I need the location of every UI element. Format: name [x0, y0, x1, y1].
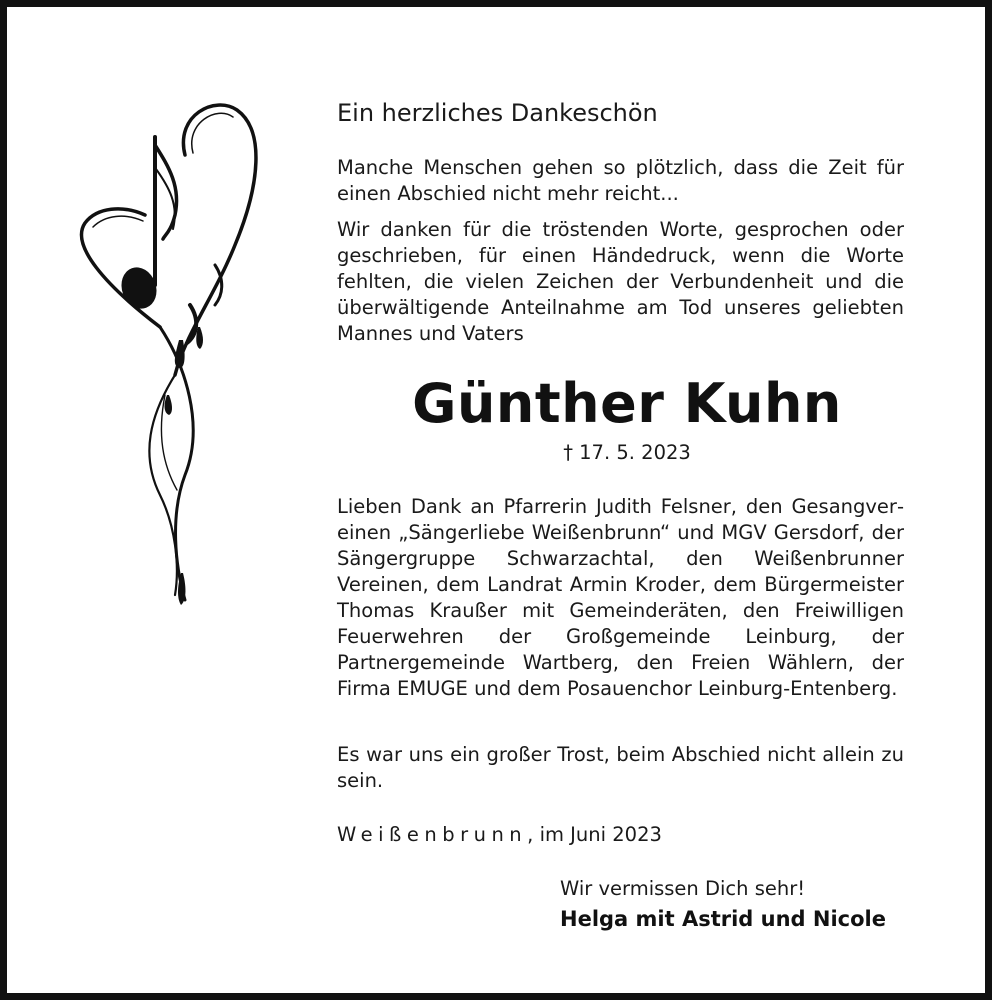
acknowledgements-paragraph: Lieben Dank an Pfarrerin Judith Felsner, den Gesangvereinen „Sängerliebe Weißenbrunn“ und MGV Gersdorf, der Sängergruppe Schwarzachtal, den Weißenbrunner Vereinen, dem Landrat Armin Kroder, dem Bürgermeister Thomas Kraußer mit Gemeinderäten, den Freiwilligen Feuerwehren der Großgemeinde Leinburg, der Partnergemeinde Wartberg, den Freien Wählern, der Firma EMUGE und dem Posauenchor Leinburg-Entenberg. — [337, 495, 904, 700]
music-note-heart-icon — [65, 95, 275, 625]
date-text: , im Juni 2023 — [527, 823, 662, 846]
deceased-name: Günther Kuhn — [412, 372, 842, 435]
death-date: † 17. 5. 2023 — [563, 441, 691, 464]
family-signature: Helga mit Astrid und Nicole — [560, 907, 886, 931]
miss-line: Wir vermissen Dich sehr! — [560, 877, 806, 900]
comfort-paragraph: Es war uns ein großer Trost, beim Abschied nicht allein zu sein. — [337, 743, 904, 792]
notice-heading: Ein herzliches Dankeschön — [337, 99, 658, 127]
place-date-line — [337, 821, 662, 849]
place-name: Weißenbrunn — [337, 823, 528, 846]
intro-paragraph: Manche Menschen gehen so plötzlich, dass die Zeit für einen Abschied nicht mehr reicht... — [337, 156, 904, 205]
thanks-paragraph: Wir danken für die tröstenden Worte, gesprochen oder geschrieben, für einen Händedruck, wenn die Worte fehlten, die vielen Zeichen der Verbundenheit und die überwältigende Anteilnahme am Tod unseres geliebten Mannes und Vaters — [337, 218, 904, 345]
